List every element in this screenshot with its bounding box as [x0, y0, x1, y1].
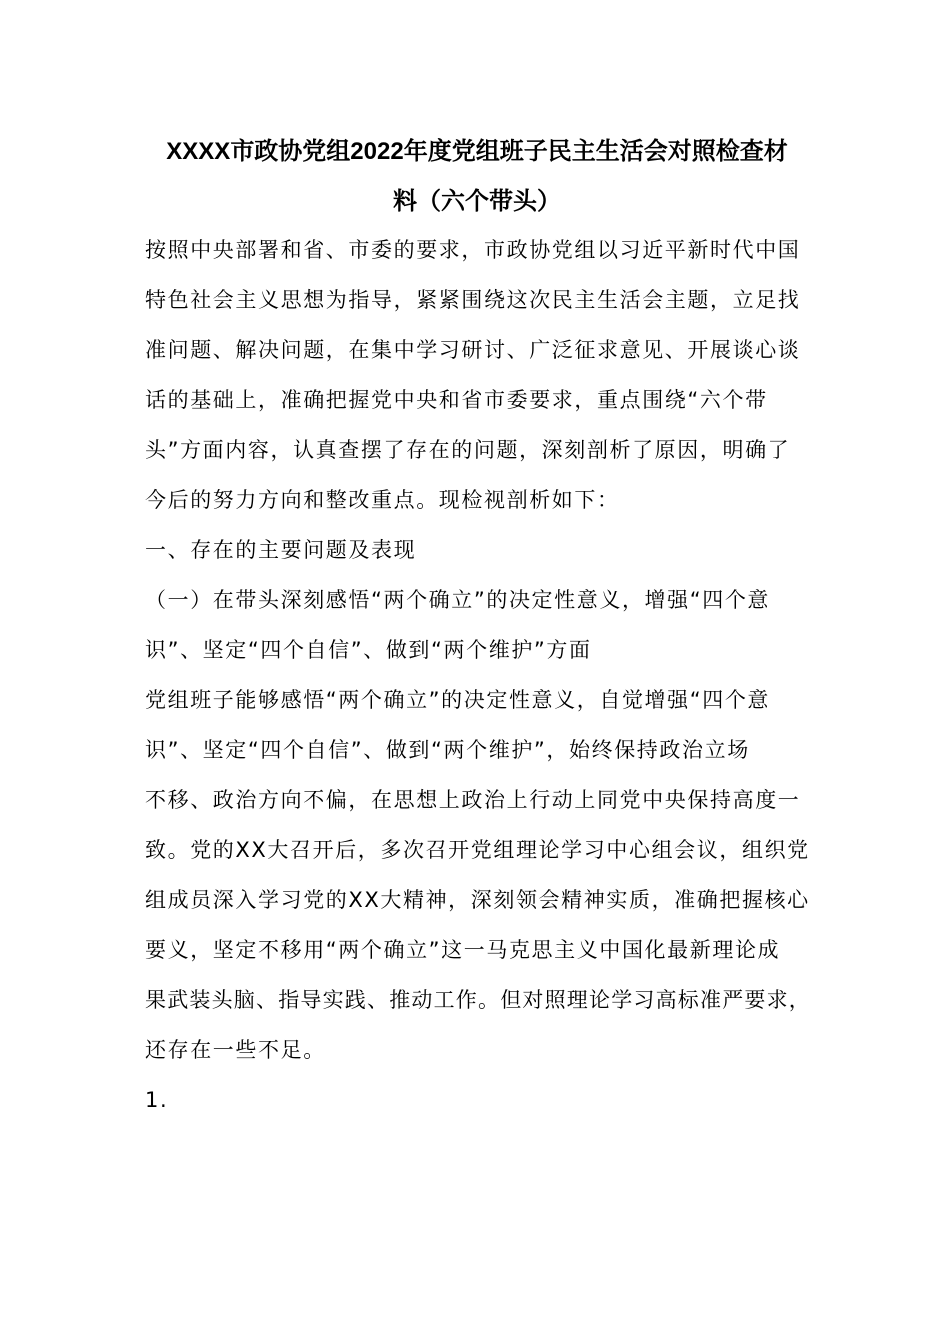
- body-line: 按照中央部署和省、市委的要求，市政协党组以习近平新时代中国: [145, 238, 801, 262]
- body-line: 特色社会主义思想为指导，紧紧围绕这次民主生活会主题，立足找: [145, 288, 801, 312]
- body-line: 致。党的XX大召开后，多次召开党组理论学习中心组会议，组织党: [145, 838, 810, 862]
- document-title-line-1: XXXX市政协党组2022年度党组班子民主生活会对照检查材: [166, 138, 788, 165]
- subsection-heading-line-2: 识”、坚定“四个自信”、做到“两个维护”方面: [145, 638, 592, 662]
- body-line: 话的基础上，准确把握党中央和省市委要求，重点围绕“六个带: [145, 388, 768, 412]
- body-line: 还存在一些不足。: [145, 1038, 326, 1062]
- body-line: 组成员深入学习党的XX大精神，深刻领会精神实质，准确把握核心: [145, 888, 810, 912]
- body-line: 党组班子能够感悟“两个确立”的决定性意义，自觉增强“四个意: [145, 688, 771, 712]
- document-title-line-2: 料（六个带头）: [393, 188, 561, 215]
- list-number: 1.: [145, 1088, 169, 1112]
- body-line: 准问题、解决问题，在集中学习研讨、广泛征求意见、开展谈心谈: [145, 338, 801, 362]
- subsection-heading-line-1: （一）在带头深刻感悟“两个确立”的决定性意义，增强“四个意: [145, 588, 771, 612]
- body-line: 不移、政治方向不偏，在思想上政治上行动上同党中央保持高度一: [145, 788, 801, 812]
- body-line: 头”方面内容，认真查摆了存在的问题，深刻剖析了原因，明确了: [145, 438, 791, 462]
- section-heading: 一、存在的主要问题及表现: [145, 538, 417, 562]
- body-line: 果武装头脑、指导实践、推动工作。但对照理论学习高标准严要求，: [145, 988, 811, 1012]
- body-line: 要义，坚定不移用“两个确立”这一马克思主义中国化最新理论成: [145, 938, 781, 962]
- body-line: 识”、坚定“四个自信”、做到“两个维护”，始终保持政治立场: [145, 738, 750, 762]
- body-line: 今后的努力方向和整改重点。现检视剖析如下：: [145, 488, 620, 512]
